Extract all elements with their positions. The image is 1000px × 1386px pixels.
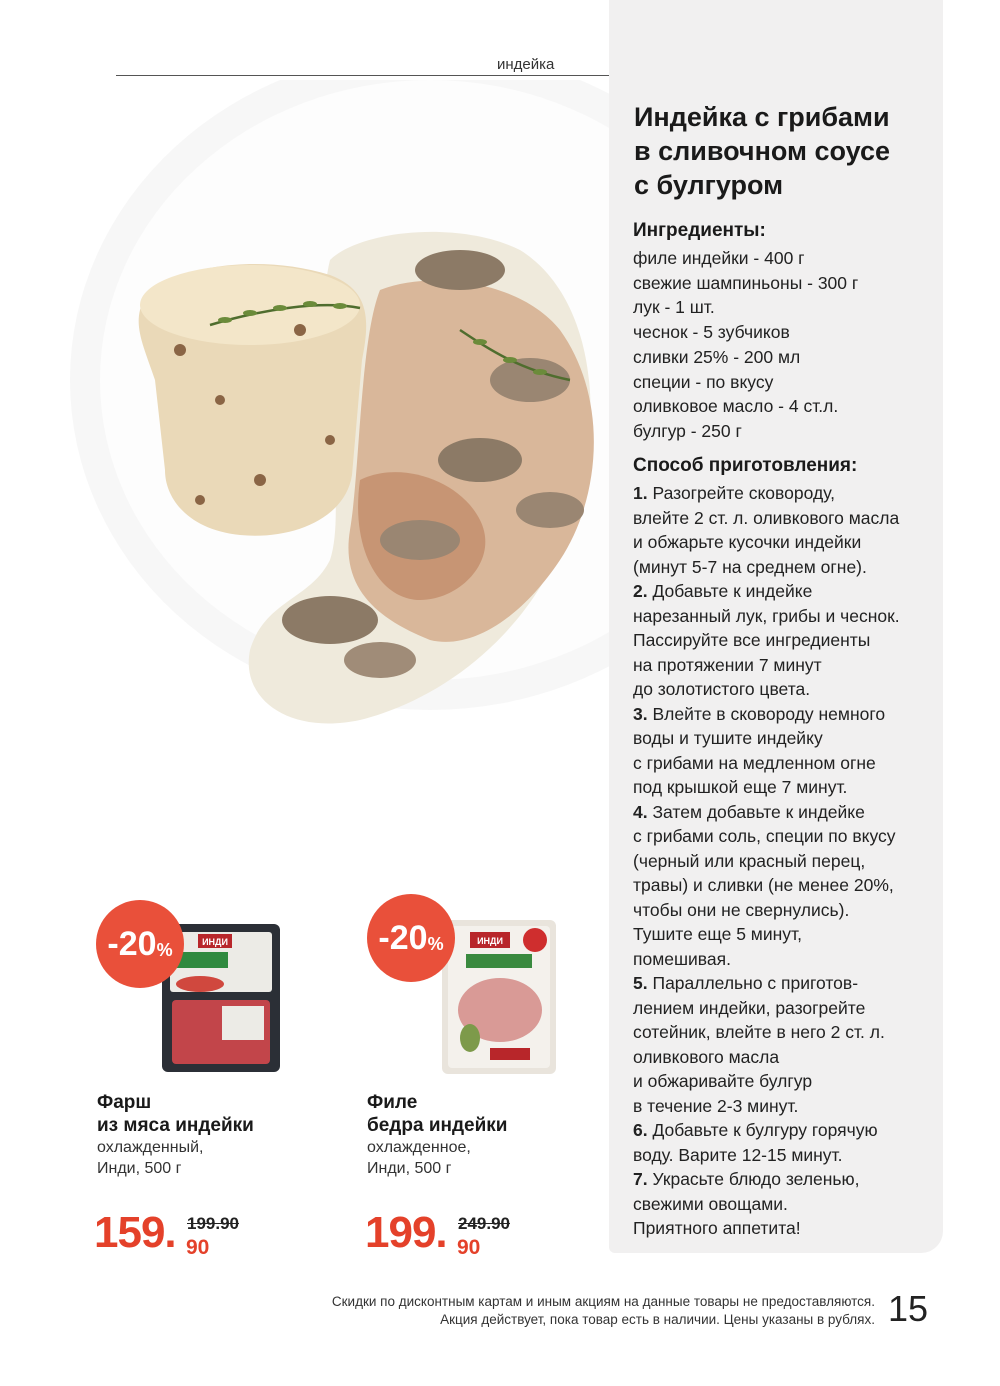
product-description	[367, 1137, 471, 1179]
method-step-line	[633, 702, 933, 727]
product-name-line: Фарш	[97, 1092, 152, 1113]
method-step-text: Параллельно с приготов-	[652, 973, 859, 993]
method-step-line	[633, 1192, 933, 1217]
method-step-text: воды и тушите индейку	[633, 728, 823, 748]
recipe-title-line: с булгуром	[634, 170, 784, 200]
ingredients-list	[633, 246, 858, 444]
price-rubles: 159.	[94, 1208, 176, 1257]
discount-badge	[367, 894, 455, 982]
method-step-line	[633, 898, 933, 923]
method-step-number: 6.	[633, 1120, 648, 1140]
product-name-line: Филе	[367, 1092, 418, 1113]
method-step-line	[633, 1143, 933, 1168]
method-step-line	[633, 849, 933, 874]
method-step-text: и обжарьте кусочки индейки	[633, 532, 862, 552]
method-step-text: Приятного аппетита!	[633, 1218, 801, 1238]
page-number: 15	[888, 1288, 929, 1329]
price-kopecks: 90	[186, 1236, 210, 1259]
discount-value: -20	[107, 924, 157, 963]
method-step-line	[633, 1094, 933, 1119]
method-step-line	[633, 947, 933, 972]
method-step-text: помешивая.	[633, 948, 731, 969]
footer-disclaimer	[332, 1293, 875, 1329]
product-desc-line: Инди, 500 г	[97, 1160, 182, 1177]
method-step-line	[633, 1216, 933, 1241]
dish-illustration	[0, 80, 609, 800]
method-step-text: влейте 2 ст. л. оливкового масла	[633, 507, 900, 528]
method-steps	[633, 481, 933, 1241]
method-step-line	[633, 677, 933, 702]
method-step-text: на протяжении 7 минут	[633, 654, 822, 675]
recipe-title-line: в сливочном соусе	[634, 136, 891, 166]
product-name	[97, 1091, 254, 1137]
method-step-text: нарезанный лук, грибы и чеснок.	[633, 605, 900, 626]
ingredients-heading: Ингредиенты:	[633, 220, 766, 241]
method-step-text: и обжаривайте булгур	[633, 1071, 813, 1091]
discount-badge	[96, 900, 184, 988]
footer-disclaimer-line: Скидки по дисконтным картам и иным акциям на данные товары не предоставляются.	[331, 1294, 875, 1309]
method-step-text: Украсьте блюдо зеленью,	[652, 1169, 860, 1189]
method-step-line	[633, 604, 933, 629]
product-package-thigh	[440, 918, 558, 1076]
method-step-text: Добавьте к индейке	[652, 581, 813, 601]
method-step-number: 1.	[633, 483, 648, 503]
method-step-line	[633, 971, 933, 996]
footer-disclaimer-line: Акция действует, пока товар есть в наличии. Цены указаны в рублях.	[440, 1312, 875, 1327]
method-step-line	[633, 530, 933, 555]
method-step-number: 7.	[633, 1169, 648, 1189]
method-step-text: Затем добавьте к индейке	[652, 801, 865, 822]
method-step-line	[633, 1167, 933, 1192]
method-step-text: в течение 2-3 минут.	[633, 1095, 799, 1116]
price-kopecks: 90	[457, 1236, 481, 1259]
method-step-line	[633, 1118, 933, 1143]
method-step-text: Добавьте к булгуру горячую	[652, 1120, 878, 1140]
method-heading: Способ приготовления:	[633, 455, 858, 476]
ingredient-item: филе индейки - 400 г	[633, 248, 805, 268]
method-step-line	[633, 922, 933, 947]
package-brand-text: ИНДИ	[202, 937, 228, 947]
method-step-text: травы) и сливки (не менее 20%,	[633, 875, 894, 895]
method-step-text: сотейник, влейте в него 2 ст. л.	[633, 1022, 885, 1042]
method-step-text: Разогрейте сковороду,	[652, 483, 836, 503]
product-name	[367, 1091, 507, 1137]
method-step-line	[633, 1045, 933, 1070]
method-step-text: (черный или красный перец,	[633, 850, 866, 871]
ingredient-item: булгур - 250 г	[633, 420, 742, 441]
method-step-line	[633, 873, 933, 898]
method-step-number: 2.	[633, 581, 648, 601]
method-step-text: оливкового масла	[633, 1046, 780, 1067]
product-desc-line: охлажденный,	[97, 1139, 204, 1156]
method-step-line	[633, 800, 933, 825]
method-step-text: под крышкой еще 7 минут.	[633, 777, 848, 797]
old-price: 249.90	[458, 1214, 510, 1233]
discount-percent: %	[427, 933, 444, 954]
method-step-line	[633, 628, 933, 653]
method-step-text: (минут 5-7 на среднем огне).	[633, 556, 867, 577]
recipe-title-line: Индейка с грибами	[634, 102, 890, 132]
method-step-text: с грибами на медленном огне	[633, 752, 876, 773]
method-step-line	[633, 506, 933, 531]
method-step-text: Пассируйте все ингредиенты	[633, 630, 871, 650]
ingredient-item: лук - 1 шт.	[633, 297, 715, 318]
product-desc-line: охлажденное,	[367, 1139, 471, 1156]
method-step-line	[633, 555, 933, 580]
price-rubles: 199.	[365, 1208, 447, 1257]
method-step-line	[633, 824, 933, 849]
method-step-number: 5.	[633, 973, 648, 993]
method-step-text: лением индейки, разогрейте	[633, 997, 866, 1018]
method-step-text: Тушите еще 5 минут,	[633, 924, 802, 944]
method-step-line	[633, 1020, 933, 1045]
method-step-text: Влейте в сковороду немного	[652, 703, 886, 724]
ingredient-item: свежие шампиньоны - 300 г	[633, 272, 859, 293]
ingredient-item: сливки 25% - 200 мл	[633, 346, 801, 367]
method-step-line	[633, 1069, 933, 1094]
ingredient-item: чеснок - 5 зубчиков	[633, 322, 790, 343]
method-step-text: чтобы они не свернулись).	[633, 899, 850, 920]
ingredient-item: оливковое масло - 4 ст.л.	[633, 396, 839, 417]
method-step-text: свежими овощами.	[633, 1193, 788, 1214]
category-label: индейка	[497, 56, 555, 73]
method-step-line	[633, 653, 933, 678]
package-brand-text: ИНДИ	[477, 936, 503, 946]
method-step-number: 4.	[633, 801, 648, 822]
discount-value: -20	[378, 918, 428, 957]
method-step-text: воду. Варите 12-15 минут.	[633, 1144, 843, 1165]
method-step-line	[633, 481, 933, 506]
method-step-number: 3.	[633, 703, 648, 724]
method-step-text: до золотистого цвета.	[633, 679, 811, 699]
old-price: 199.90	[187, 1214, 239, 1233]
ingredient-item: специи - по вкусу	[633, 371, 774, 392]
recipe-title	[634, 100, 934, 202]
product-desc-line: Инди, 500 г	[367, 1160, 452, 1177]
method-step-line	[633, 579, 933, 604]
method-step-line	[633, 775, 933, 800]
product-description	[97, 1137, 203, 1179]
method-step-line	[633, 751, 933, 776]
method-step-line	[633, 996, 933, 1021]
method-step-line	[633, 726, 933, 751]
method-step-text: с грибами соль, специи по вкусу	[633, 826, 896, 846]
product-name-line: из мяса индейки	[97, 1115, 254, 1136]
discount-percent: %	[156, 939, 173, 960]
product-name-line: бедра индейки	[367, 1115, 508, 1136]
